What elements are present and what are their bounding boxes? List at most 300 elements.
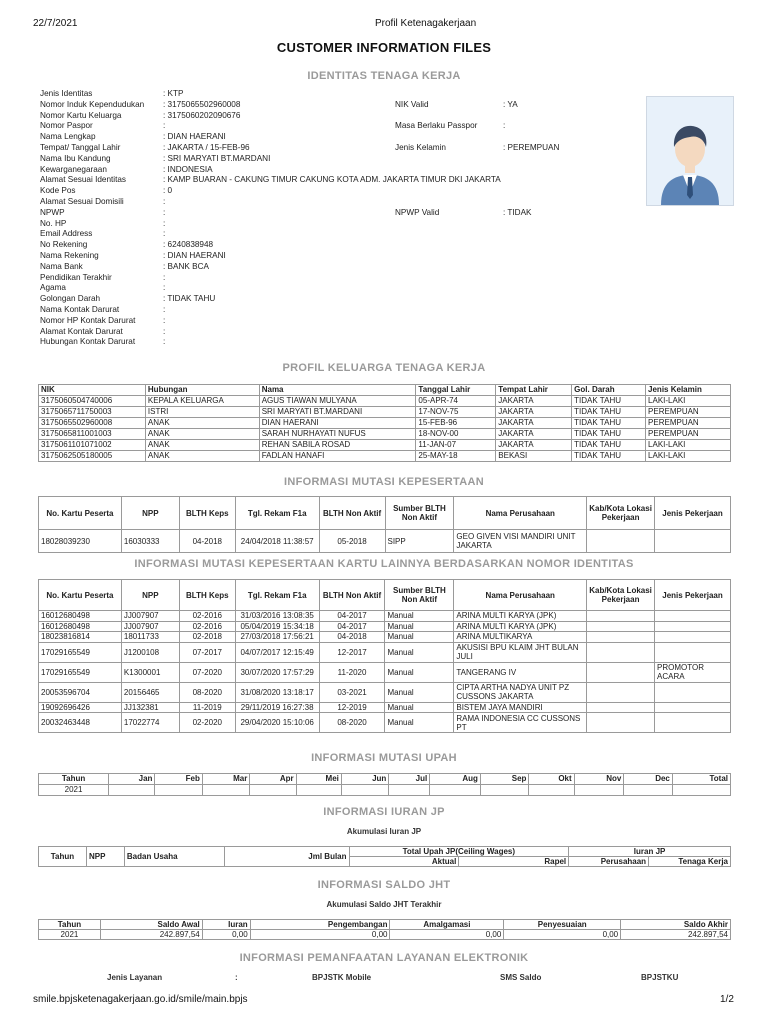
- table-row: [39, 702, 731, 713]
- table-cell: 11-JAN-07: [416, 440, 496, 451]
- identitas-value: : BANK BCA: [163, 261, 209, 271]
- identitas-label: Golongan Darah: [40, 294, 101, 304]
- column-header: NPP: [121, 497, 179, 530]
- identitas-value: : SRI MARYATI BT.MARDANI: [163, 153, 271, 163]
- identitas-value: : 3175060202090676: [163, 110, 241, 120]
- table-cell: 25-MAY-18: [416, 451, 496, 462]
- table-cell: [250, 785, 296, 796]
- table-cell: [587, 621, 655, 632]
- footer-page: 1/2: [720, 994, 734, 1005]
- table-cell: 3175062505180005: [39, 451, 146, 462]
- column-header: Jenis Pekerjaan: [655, 580, 731, 611]
- identitas-right-label: NIK Valid: [395, 99, 429, 109]
- section-title-upah: INFORMASI MUTASI UPAH: [311, 752, 457, 764]
- column-header: Jenis Kelamin: [646, 385, 731, 396]
- table-cell: 0,00: [250, 930, 390, 940]
- table-cell: ANAK: [145, 429, 259, 440]
- identitas-label: Nama Bank: [40, 261, 83, 271]
- table-cell: 242.897,54: [621, 930, 731, 940]
- layanan-colon: :: [235, 973, 238, 982]
- table-cell: Manual: [385, 632, 454, 643]
- identitas-label: Nomor Kartu Keluarga: [40, 110, 122, 120]
- table-cell: [624, 785, 673, 796]
- footer-url: smile.bpjsketenagakerjaan.go.id/smile/main.bpjs: [33, 994, 248, 1005]
- table-cell: ANAK: [145, 451, 259, 462]
- table-cell: 17022774: [121, 713, 179, 733]
- table-cell: TIDAK TAHU: [572, 407, 646, 418]
- table-cell: 07-2020: [179, 662, 235, 682]
- keluarga-table: [38, 384, 731, 462]
- table-cell: 27/03/2018 17:56:21: [235, 632, 319, 643]
- table-cell: CIPTA ARTHA NADYA UNIT PZ CUSSONS JAKARTA: [454, 682, 587, 702]
- identitas-right-label: NPWP Valid: [395, 207, 440, 217]
- print-page-title: Profil Ketenagakerjaan: [375, 18, 477, 29]
- table-cell: ANAK: [145, 418, 259, 429]
- table-cell: JJ007907: [121, 611, 179, 622]
- column-header: Sumber BLTH Non Aktif: [385, 497, 454, 530]
- layanan-item-bpjstku: BPJSTKU: [641, 973, 679, 982]
- table-cell: 07-2017: [179, 642, 235, 662]
- table-cell: 02-2016: [179, 611, 235, 622]
- section-title-keluarga: PROFIL KELUARGA TENAGA KERJA: [282, 362, 486, 374]
- col-tenaga-kerja: Tenaga Kerja: [649, 857, 731, 867]
- table-cell: 11-2019: [179, 702, 235, 713]
- table-cell: 04-2017: [319, 611, 385, 622]
- table-row: [39, 396, 731, 407]
- identitas-label: NPWP: [40, 207, 65, 217]
- identitas-right-label: Masa Berlaku Passpor: [395, 121, 478, 131]
- table-cell: SARAH NURHAYATI NUFUS: [259, 429, 416, 440]
- identitas-label: Nomor Induk Kependudukan: [40, 99, 145, 109]
- table-cell: JAKARTA: [496, 396, 572, 407]
- identitas-value: :: [163, 283, 166, 293]
- table-cell: [655, 632, 731, 643]
- table-row: [39, 930, 731, 940]
- table-row: [39, 418, 731, 429]
- table-cell: 3175065811001003: [39, 429, 146, 440]
- table-row: [39, 621, 731, 632]
- identitas-label: Nomor HP Kontak Darurat: [40, 315, 136, 325]
- table-cell: [202, 785, 249, 796]
- jht-table: [38, 919, 731, 940]
- identitas-right-value: : TIDAK: [503, 207, 532, 217]
- table-cell: JAKARTA: [496, 418, 572, 429]
- column-header: Hubungan: [145, 385, 259, 396]
- column-header: Tahun: [39, 920, 101, 930]
- column-header: Saldo Akhir: [621, 920, 731, 930]
- table-cell: 08-2020: [179, 682, 235, 702]
- group-total-upah: Total Upah JP(Ceiling Wages): [349, 847, 569, 857]
- table-cell: 04-2018: [179, 530, 235, 553]
- table-cell: 20032463448: [39, 713, 122, 733]
- identitas-label: No. HP: [40, 218, 67, 228]
- table-cell: JAKARTA: [496, 429, 572, 440]
- table-cell: JAKARTA: [496, 407, 572, 418]
- col-perusahaan: Perusahaan: [569, 857, 649, 867]
- table-cell: [655, 713, 731, 733]
- table-cell: Manual: [385, 611, 454, 622]
- table-cell: 05/04/2019 15:34:18: [235, 621, 319, 632]
- column-header: Kab/Kota Lokasi Pekerjaan: [587, 580, 655, 611]
- table-cell: ANAK: [145, 440, 259, 451]
- table-cell: [296, 785, 341, 796]
- identitas-label: Alamat Kontak Darurat: [40, 326, 123, 336]
- table-cell: [655, 621, 731, 632]
- column-header: Penyesuaian: [504, 920, 621, 930]
- table-cell: TIDAK TAHU: [572, 440, 646, 451]
- iuran-jp-subtitle: Akumulasi Iuran JP: [346, 827, 422, 836]
- table-cell: Manual: [385, 702, 454, 713]
- table-cell: SIPP: [385, 530, 454, 553]
- table-cell: LAKI-LAKI: [646, 440, 731, 451]
- table-cell: KEPALA KELUARGA: [145, 396, 259, 407]
- section-title-layanan: INFORMASI PEMANFAATAN LAYANAN ELEKTRONIK: [239, 952, 529, 964]
- col-badan-usaha: Badan Usaha: [124, 847, 224, 867]
- table-cell: 05-2018: [319, 530, 385, 553]
- column-header: Dec: [624, 774, 673, 785]
- identitas-label: Tempat/ Tanggal Lahir: [40, 143, 121, 152]
- table-cell: 3175061101071002: [39, 440, 146, 451]
- table-cell: 08-2020: [319, 713, 385, 733]
- identitas-label: No Rekening: [40, 240, 88, 250]
- table-cell: 03-2021: [319, 682, 385, 702]
- identitas-value: :: [163, 272, 166, 282]
- table-row: [39, 440, 731, 451]
- table-cell: ISTRI: [145, 407, 259, 418]
- table-cell: LAKI-LAKI: [646, 451, 731, 462]
- table-cell: 0,00: [390, 930, 504, 940]
- jht-subtitle: Akumulasi Saldo JHT Terakhir: [326, 900, 442, 909]
- table-cell: ARINA MULTI KARYA (JPK): [454, 611, 587, 622]
- table-cell: 18028039230: [39, 530, 122, 553]
- table-cell: [529, 785, 574, 796]
- person-avatar-icon: [647, 97, 733, 205]
- identitas-value: : 3175065502960008: [163, 99, 241, 109]
- table-cell: 0,00: [202, 930, 250, 940]
- identitas-label: Alamat Sesuai Domisili: [40, 197, 124, 206]
- table-cell: FADLAN HANAFI: [259, 451, 416, 462]
- column-header: Iuran: [202, 920, 250, 930]
- section-title-mutasi: INFORMASI MUTASI KEPESERTAAN: [284, 476, 484, 488]
- column-header: Pengembangan: [250, 920, 390, 930]
- section-title-identitas: IDENTITAS TENAGA KERJA: [307, 70, 461, 82]
- table-row: [39, 642, 731, 662]
- table-cell: PROMOTOR ACARA: [655, 662, 731, 682]
- table-cell: [587, 611, 655, 622]
- column-header: Gol. Darah: [572, 385, 646, 396]
- identitas-right-value: :: [503, 121, 506, 131]
- identitas-value: : INDONESIA: [163, 164, 213, 174]
- table-cell: SRI MARYATI BT.MARDANI: [259, 407, 416, 418]
- identitas-label: Nama Kontak Darurat: [40, 305, 120, 314]
- table-cell: Manual: [385, 621, 454, 632]
- identitas-label: Nama Ibu Kandung: [40, 153, 111, 163]
- table-cell: 02-2018: [179, 632, 235, 643]
- column-header: Nama Perusahaan: [454, 580, 587, 611]
- column-header: No. Kartu Peserta: [39, 580, 122, 611]
- table-cell: ARINA MULTIKARYA: [454, 632, 587, 643]
- column-header: Nama Perusahaan: [454, 497, 587, 530]
- table-cell: 20053596704: [39, 682, 122, 702]
- table-row: [39, 713, 731, 733]
- table-cell: 17029165549: [39, 662, 122, 682]
- section-title-iuran-jp: INFORMASI IURAN JP: [323, 806, 445, 818]
- column-header: Nov: [574, 774, 624, 785]
- table-cell: RAMA INDONESIA CC CUSSONS PT: [454, 713, 587, 733]
- column-header: BLTH Keps: [179, 580, 235, 611]
- identitas-value: : DIAN HAERANI: [163, 251, 226, 260]
- table-cell: [587, 642, 655, 662]
- mutasi-lain-table: [38, 579, 731, 733]
- table-cell: 19092696426: [39, 702, 122, 713]
- table-cell: 24/04/2018 11:38:57: [235, 530, 319, 553]
- table-cell: Manual: [385, 713, 454, 733]
- column-header: Tgl. Rekam F1a: [235, 497, 319, 530]
- table-row: [39, 632, 731, 643]
- column-header: Saldo Awal: [100, 920, 202, 930]
- table-cell: AKUSISI BPU KLAIM JHT BULAN JULI: [454, 642, 587, 662]
- table-cell: 3175065711750003: [39, 407, 146, 418]
- table-row: [39, 429, 731, 440]
- identitas-value: : TIDAK TAHU: [163, 294, 216, 304]
- table-cell: Manual: [385, 662, 454, 682]
- table-cell: [587, 682, 655, 702]
- column-header: Tempat Lahir: [496, 385, 572, 396]
- group-iuran-jp: Iuran JP: [569, 847, 731, 857]
- identitas-value: :: [163, 197, 166, 206]
- identitas-value: : DIAN HAERANI: [163, 132, 226, 142]
- identitas-value: :: [163, 229, 166, 239]
- table-cell: 17029165549: [39, 642, 122, 662]
- section-title-mutasi-lain: INFORMASI MUTASI KEPESERTAAN KARTU LAINNYA BERDASARKAN NOMOR IDENTITAS: [134, 558, 634, 570]
- table-cell: K1300001: [121, 662, 179, 682]
- table-cell: [480, 785, 529, 796]
- table-row: [39, 682, 731, 702]
- table-cell: 04-2017: [319, 621, 385, 632]
- table-cell: 11-2020: [319, 662, 385, 682]
- table-cell: 15-FEB-96: [416, 418, 496, 429]
- identitas-label: Kewarganegaraan: [40, 164, 107, 174]
- table-row: [39, 407, 731, 418]
- table-cell: 30/07/2020 17:57:29: [235, 662, 319, 682]
- table-cell: 05-APR-74: [416, 396, 496, 407]
- table-cell: TIDAK TAHU: [572, 429, 646, 440]
- table-cell: TIDAK TAHU: [572, 418, 646, 429]
- table-cell: LAKI-LAKI: [646, 396, 731, 407]
- table-cell: PEREMPUAN: [646, 418, 731, 429]
- identitas-value: :: [163, 207, 166, 217]
- identitas-value: : KTP: [163, 89, 184, 98]
- table-cell: BISTEM JAYA MANDIRI: [454, 702, 587, 713]
- table-cell: 3175060504740006: [39, 396, 146, 407]
- table-cell: ARINA MULTI KARYA (JPK): [454, 621, 587, 632]
- table-cell: 29/04/2020 15:10:06: [235, 713, 319, 733]
- identitas-label: Pendidikan Terakhir: [40, 272, 112, 282]
- table-cell: TIDAK TAHU: [572, 396, 646, 407]
- table-cell: REHAN SABILA ROSAD: [259, 440, 416, 451]
- table-cell: 18023816814: [39, 632, 122, 643]
- table-cell: [587, 713, 655, 733]
- identitas-right-label: Jenis Kelamin: [395, 143, 446, 152]
- table-row: [39, 530, 731, 553]
- table-cell: 02-2020: [179, 713, 235, 733]
- column-header: No. Kartu Peserta: [39, 497, 122, 530]
- table-cell: 02-2016: [179, 621, 235, 632]
- table-cell: [587, 632, 655, 643]
- identitas-value: : 0: [163, 186, 173, 196]
- table-cell: 242.897,54: [100, 930, 202, 940]
- table-cell: [655, 642, 731, 662]
- upah-table: [38, 773, 731, 796]
- table-cell: PEREMPUAN: [646, 407, 731, 418]
- table-cell: 3175065502960008: [39, 418, 146, 429]
- column-header: BLTH Non Aktif: [319, 580, 385, 611]
- table-cell: [587, 702, 655, 713]
- identitas-label: Hubungan Kontak Darurat: [40, 337, 136, 347]
- iuran-jp-table: [38, 846, 731, 867]
- layanan-item-bpjstk-mobile: BPJSTK Mobile: [312, 973, 372, 982]
- document-title: CUSTOMER INFORMATION FILES: [276, 40, 492, 55]
- table-cell: 2021: [39, 785, 109, 796]
- column-header: BLTH Keps: [179, 497, 235, 530]
- column-header: Okt: [529, 774, 574, 785]
- table-cell: [672, 785, 730, 796]
- column-header: Apr: [250, 774, 296, 785]
- table-cell: 31/08/2020 13:18:17: [235, 682, 319, 702]
- identitas-label: Jenis Identitas: [40, 89, 93, 98]
- table-cell: 2021: [39, 930, 101, 940]
- table-cell: 0,00: [504, 930, 621, 940]
- table-cell: 29/11/2019 16:27:38: [235, 702, 319, 713]
- identitas-value: : 6240838948: [163, 240, 214, 250]
- table-cell: [655, 530, 731, 553]
- col-tahun: Tahun: [39, 847, 87, 867]
- identitas-value: :: [163, 305, 166, 314]
- table-cell: [587, 530, 655, 553]
- identitas-value: :: [163, 337, 166, 347]
- table-cell: 04-2018: [319, 632, 385, 643]
- table-cell: [655, 611, 731, 622]
- table-cell: [587, 662, 655, 682]
- table-cell: DIAN HAERANI: [259, 418, 416, 429]
- identitas-label: Kode Pos: [40, 186, 76, 196]
- table-cell: J1200108: [121, 642, 179, 662]
- table-cell: 16030333: [121, 530, 179, 553]
- column-header: Jan: [109, 774, 155, 785]
- profile-photo: [646, 96, 734, 206]
- col-aktual: Aktual: [349, 857, 459, 867]
- table-cell: 12-2019: [319, 702, 385, 713]
- layanan-label: Jenis Layanan: [107, 973, 163, 982]
- identitas-value: :: [163, 315, 166, 325]
- identitas-value: :: [163, 121, 166, 131]
- table-cell: 17-NOV-75: [416, 407, 496, 418]
- section-title-jht: INFORMASI SALDO JHT: [317, 879, 451, 891]
- table-cell: [341, 785, 388, 796]
- identitas-right-value: : YA: [503, 99, 518, 109]
- identitas-label: Alamat Sesuai Identitas: [40, 175, 127, 185]
- column-header: Mar: [202, 774, 249, 785]
- table-cell: TANGERANG IV: [454, 662, 587, 682]
- table-cell: [109, 785, 155, 796]
- column-header: NIK: [39, 385, 146, 396]
- table-row: [39, 662, 731, 682]
- table-cell: 31/03/2016 13:08:35: [235, 611, 319, 622]
- column-header: Sumber BLTH Non Aktif: [385, 580, 454, 611]
- table-cell: 18-NOV-00: [416, 429, 496, 440]
- identitas-label: Email Address: [40, 229, 93, 239]
- table-cell: [389, 785, 430, 796]
- identitas-value: : KAMP BUARAN - CAKUNG TIMUR CAKUNG KOTA ADM. JAKARTA TIMUR DKI JAKARTA: [163, 175, 501, 185]
- column-header: Sep: [480, 774, 529, 785]
- table-row: [39, 451, 731, 462]
- table-cell: GEO GIVEN VISI MANDIRI UNIT JAKARTA: [454, 530, 587, 553]
- table-cell: [574, 785, 624, 796]
- table-cell: Manual: [385, 682, 454, 702]
- col-rapel: Rapel: [459, 857, 569, 867]
- identitas-value: : JAKARTA / 15-FEB-96: [163, 143, 250, 152]
- table-cell: 16012680498: [39, 621, 122, 632]
- column-header: Nama: [259, 385, 416, 396]
- table-cell: [655, 682, 731, 702]
- column-header: Tgl. Rekam F1a: [235, 580, 319, 611]
- table-cell: 16012680498: [39, 611, 122, 622]
- identitas-value: :: [163, 326, 166, 336]
- col-jml-bulan: Jml Bulan: [224, 847, 349, 867]
- column-header: Total: [672, 774, 730, 785]
- identitas-right-value: : PEREMPUAN: [503, 143, 560, 152]
- column-header: Jul: [389, 774, 430, 785]
- table-row: [39, 785, 731, 796]
- table-cell: 04/07/2017 12:15:49: [235, 642, 319, 662]
- table-cell: [655, 702, 731, 713]
- identitas-label: Nama Rekening: [40, 251, 99, 260]
- layanan-item-sms-saldo: SMS Saldo: [500, 973, 542, 982]
- table-cell: 12-2017: [319, 642, 385, 662]
- identitas-label: Nomor Paspor: [40, 121, 93, 131]
- column-header: Feb: [155, 774, 202, 785]
- column-header: Jenis Pekerjaan: [655, 497, 731, 530]
- table-cell: JJ132381: [121, 702, 179, 713]
- table-cell: 20156465: [121, 682, 179, 702]
- identitas-label: Nama Lengkap: [40, 132, 96, 142]
- column-header: Tanggal Lahir: [416, 385, 496, 396]
- table-cell: 18011733: [121, 632, 179, 643]
- table-cell: TIDAK TAHU: [572, 451, 646, 462]
- table-cell: PEREMPUAN: [646, 429, 731, 440]
- table-cell: JJ007907: [121, 621, 179, 632]
- column-header: Jun: [341, 774, 388, 785]
- column-header: Tahun: [39, 774, 109, 785]
- identitas-label: Agama: [40, 283, 66, 293]
- column-header: Kab/Kota Lokasi Pekerjaan: [587, 497, 655, 530]
- table-cell: BEKASI: [496, 451, 572, 462]
- col-npp: NPP: [86, 847, 124, 867]
- table-cell: AGUS TIAWAN MULYANA: [259, 396, 416, 407]
- column-header: Amalgamasi: [390, 920, 504, 930]
- column-header: BLTH Non Aktif: [319, 497, 385, 530]
- column-header: Mei: [296, 774, 341, 785]
- print-date: 22/7/2021: [33, 18, 78, 29]
- identitas-value: :: [163, 218, 166, 228]
- mutasi-table: [38, 496, 731, 553]
- column-header: Aug: [430, 774, 481, 785]
- table-cell: [155, 785, 202, 796]
- table-cell: Manual: [385, 642, 454, 662]
- column-header: NPP: [121, 580, 179, 611]
- table-cell: [430, 785, 481, 796]
- table-row: [39, 611, 731, 622]
